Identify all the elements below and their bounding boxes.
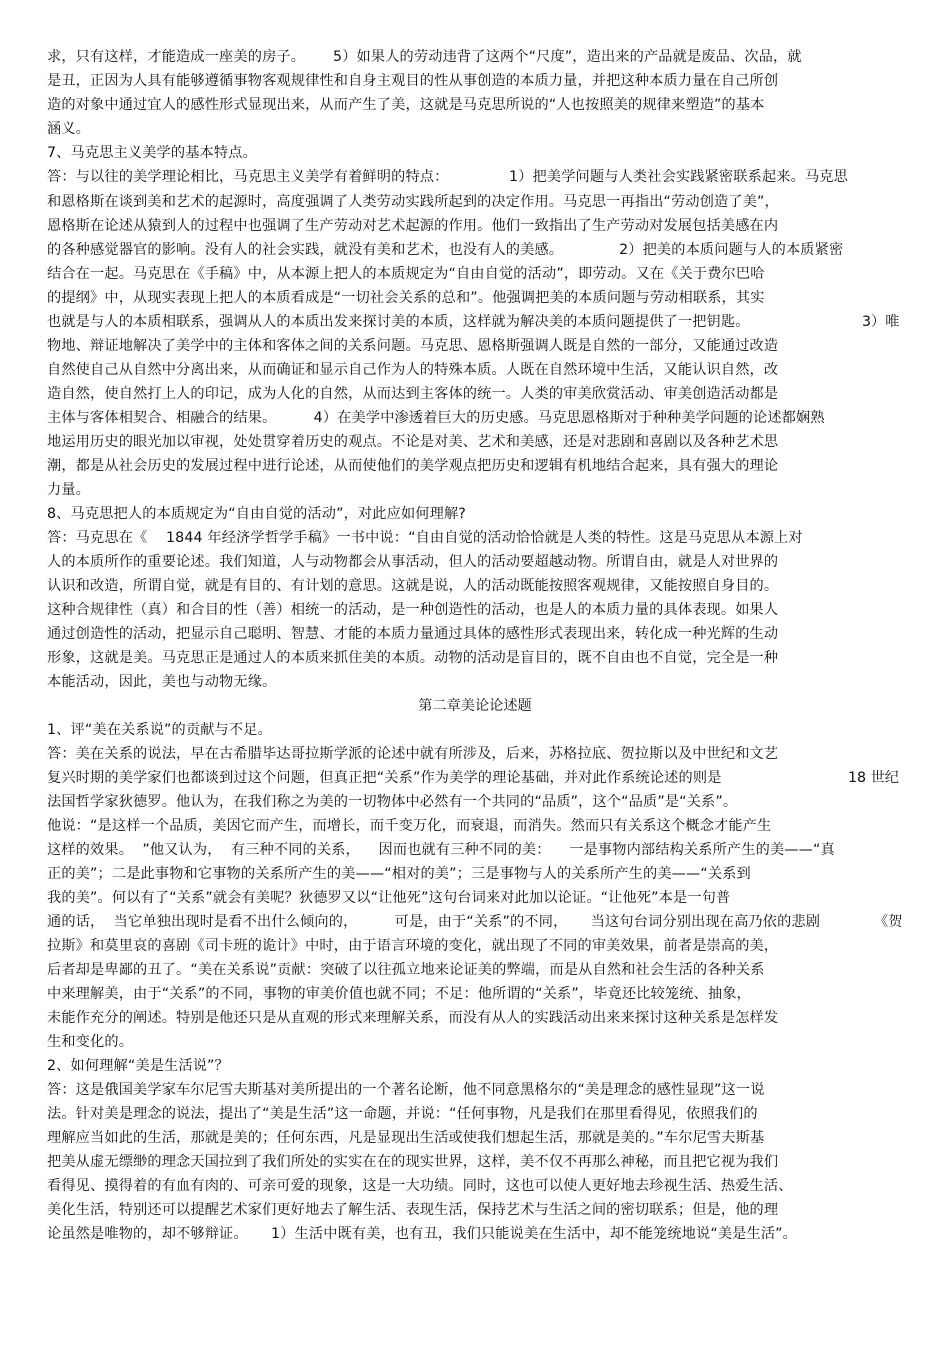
text-line: 人的本质所作的重要论述。我们知道，人与动物都会从事活动，但人的活动要超越动物。所谓自由，就是人对世界的 — [47, 554, 779, 570]
text-line: 通过创造性的活动，把显示自己聪明、智慧、才能的本质力量通过具体的感性形式表现出来，转化成一种光辉的生动 — [47, 626, 779, 642]
text-line: 这种合规律性（真）和合目的性（善）相统一的活动，是一种创造性的活动，也是人的本质力量的具体表现。如果人 — [47, 602, 779, 618]
text-line: 答：这是俄国美学家车尔尼雪夫斯基对美所提出的一个著名论断，他不同意黑格尔的“美是理念的感性显现”这一说 — [47, 1082, 765, 1098]
text-line: 的提纲》中，从现实表现上把人的本质看成是“一切社会关系的总和”。他强调把美的本质问题与劳动相联系，其实 — [47, 290, 765, 306]
text-line: 自然使自己从自然中分离出来，从而确证和显示自己作为人的特殊本质。人既在自然环境中生活，又能认识自然，改 — [47, 362, 779, 378]
text-line: 地运用历史的眼光加以审视，处处贯穿着历史的观点。不论是对美、艺术和美感，还是对悲剧和喜剧以及各种艺术思 — [47, 434, 779, 450]
text-line: 是丑，正因为人具有能够遵循事物客观规律性和自身主观目的性从事创造的本质力量，并把这种本质力量在自己所创 — [47, 73, 779, 89]
text-line: 正的美”；二是此事物和它事物的关系所产生的美——“相对的美”；三是事物与人的关系所产生的美——“关系到 — [47, 866, 751, 882]
text-line: 未能作充分的阐述。特别是他还只是从直观的形式来理解关系，而没有从人的实践活动出来来探讨这种关系是怎样发 — [47, 1010, 779, 1026]
text-line: 通的话， 当它单独出现时是看不出什么倾向的， 可是，由于“关系”的不同， 当这句台词分别出现在高乃依的悲剧 — [47, 914, 821, 930]
text-line: 潮，都是从社会历史的发展过程中进行论述，从而使他们的美学观点把历史和逻辑有机地结合起来，具有强大的理论 — [47, 458, 779, 474]
text-fragment: 《贺 — [874, 914, 903, 930]
text-line: 答：美在关系的说法，早在古希腊毕达哥拉斯学派的论述中就有所涉及，后来，苏格拉底、贺拉斯以及中世纪和文艺 — [47, 746, 779, 762]
text-line: 拉斯》和莫里哀的喜剧《司卡班的诡计》中时，由于语言环境的变化，就出现了不同的审美效果，前者是崇高的美， — [47, 938, 779, 954]
text-line: 美化生活，特别还可以提醒艺术家们更好地去了解生活、表现生活，保持艺术与生活之间的密切联系；但是，他的理 — [47, 1202, 779, 1218]
text-line: 答：与以往的美学理论相比，马克思主义美学有着鲜明的特点： 1）把美学问题与人类社会实践紧密联系起来。马克思 — [47, 169, 848, 185]
question-heading: 7、马克思主义美学的基本特点。 — [47, 145, 257, 161]
question-heading: 1、评“美在关系说”的贡献与不足。 — [47, 722, 272, 738]
text-line: 看得见、摸得着的有血有肉的、可亲可爱的现象，这是一大功绩。同时，这也可以使人更好地去珍视生活、热爱生活、 — [47, 1178, 793, 1194]
text-line: 后者却是卑鄙的丑了。“美在关系说”贡献：突破了以往孤立地来论证美的弊端，而是从自然和社会生活的各种关系 — [47, 962, 765, 978]
text-line: 答：马克思在《 1844 年经济学哲学手稿》一书中说：“自由自觉的活动恰恰就是人类的特性。这是马克思从本源上对 — [47, 530, 803, 546]
text-fragment: 18 世纪 — [848, 770, 899, 786]
text-line: 恩格斯在论述从猿到人的过程中也强调了生产劳动对艺术起源的作用。他们一致指出了生产劳动对发展包括美感在内 — [47, 218, 779, 234]
text-line: 形象，这就是美。马克思正是通过人的本质来抓住美的本质。动物的活动是盲目的，既不自由也不自觉，完全是一种 — [47, 650, 779, 666]
text-line: 本能活动，因此，美也与动物无缘。 — [47, 674, 277, 690]
text-fragment: 3）唯 — [862, 314, 900, 330]
text-line: 生和变化的。 — [47, 1034, 134, 1050]
chapter-heading: 第二章美论论述题 — [418, 698, 532, 714]
question-heading: 2、如何理解“美是生活说”？ — [47, 1058, 229, 1074]
text-line: 造的对象中通过宜人的感性形式显现出来，从而产生了美，这就是马克思所说的“人也按照美的规律来塑造”的基本 — [47, 97, 765, 113]
text-line: 结合在一起。马克思在《手稿》中，从本源上把人的本质规定为“自由自觉的活动”，即劳动。又在《关于费尔巴哈 — [47, 266, 765, 282]
text-line: 这样的效果。 ”他又认为， 有三种不同的关系， 因而也就有三种不同的美： 一是事物内部结构关系所产生的美——“真 — [47, 842, 835, 858]
text-line: 力量。 — [47, 482, 91, 498]
text-line: 的各种感觉器官的影响。没有人的社会实践，就没有美和艺术，也没有人的美感。 2）把美的本质问题与人的本质紧密 — [47, 242, 844, 258]
text-line: 法。针对美是理念的说法，提出了“美是生活”这一命题，并说：“任何事物，凡是我们在那里看得见，依照我们的 — [47, 1106, 758, 1122]
text-line: 认识和改造，所谓自觉，就是有目的、有计划的意思。这就是说，人的活动既能按照客观规律，又能按照自身目的。 — [47, 578, 779, 594]
text-line: 论虽然是唯物的，却不够辩证。 1）生活中既有美，也有丑，我们只能说美在生活中，却不能笼统地说“美是生活”。 — [47, 1226, 798, 1242]
text-line: 求，只有这样，才能造成一座美的房子。 5）如果人的劳动违背了这两个“尺度”，造出来的产品就是废品、次品，就 — [47, 49, 802, 65]
text-line: 理解应当如此的生活，那就是美的；任何东西，凡是显现出生活或使我们想起生活，那就是美的。”车尔尼雪夫斯基 — [47, 1130, 765, 1146]
question-heading: 8、马克思把人的本质规定为“自由自觉的活动”，对此应如何理解? — [47, 506, 466, 522]
text-line: 把美从虚无缥缈的理念天国拉到了我们所处的实实在在的现实世界，这样，美不仅不再那么神秘，而且把它视为我们 — [47, 1154, 779, 1170]
text-line: 涵义。 — [47, 121, 91, 137]
text-line: 他说：“是这样一个品质，美因它而产生，而增长，而千变万化，而衰退，而消失。然而只有关系这个概念才能产生 — [47, 818, 772, 834]
text-line: 和恩格斯在谈到美和艺术的起源时，高度强调了人类劳动实践所起到的决定作用。马克思一再指出“劳动创造了美”， — [47, 194, 779, 210]
text-line: 复兴时期的美学家们也都谈到过这个问题，但真正把“关系”作为美学的理论基础，并对此作系统论述的则是 — [47, 770, 722, 786]
text-line: 造自然，使自然打上人的印记，成为人化的自然，从而达到主客体的统一。人类的审美欣赏活动、审美创造活动都是 — [47, 386, 779, 402]
text-line: 我的美”。何以有了“关系”就会有美呢？狄德罗又以“让他死”这句台词来对此加以论证。“让他死”本是一句普 — [47, 890, 731, 906]
text-line: 中来理解美，由于“关系”的不同，事物的审美价值也就不同；不足：他所谓的“关系”，毕竟还比较笼统、抽象， — [47, 986, 751, 1002]
text-line: 也就是与人的本质相联系，强调从人的本质出发来探讨美的本质，这样就为解决美的本质问题提供了一把钥匙。 — [47, 314, 750, 330]
text-line: 法国哲学家狄德罗。他认为，在我们称之为美的一切物体中必然有一个共同的“品质”，这个“品质”是“关系”。 — [47, 794, 738, 810]
text-line: 物地、辩证地解决了美学中的主体和客体之间的关系问题。马克思、恩格斯强调人既是自然的一部分，又能通过改造 — [47, 338, 779, 354]
text-line: 主体与客体相契合、相融合的结果。 4）在美学中渗透着巨大的历史感。马克思恩格斯对于种种美学问题的论述都娴熟 — [47, 410, 825, 426]
